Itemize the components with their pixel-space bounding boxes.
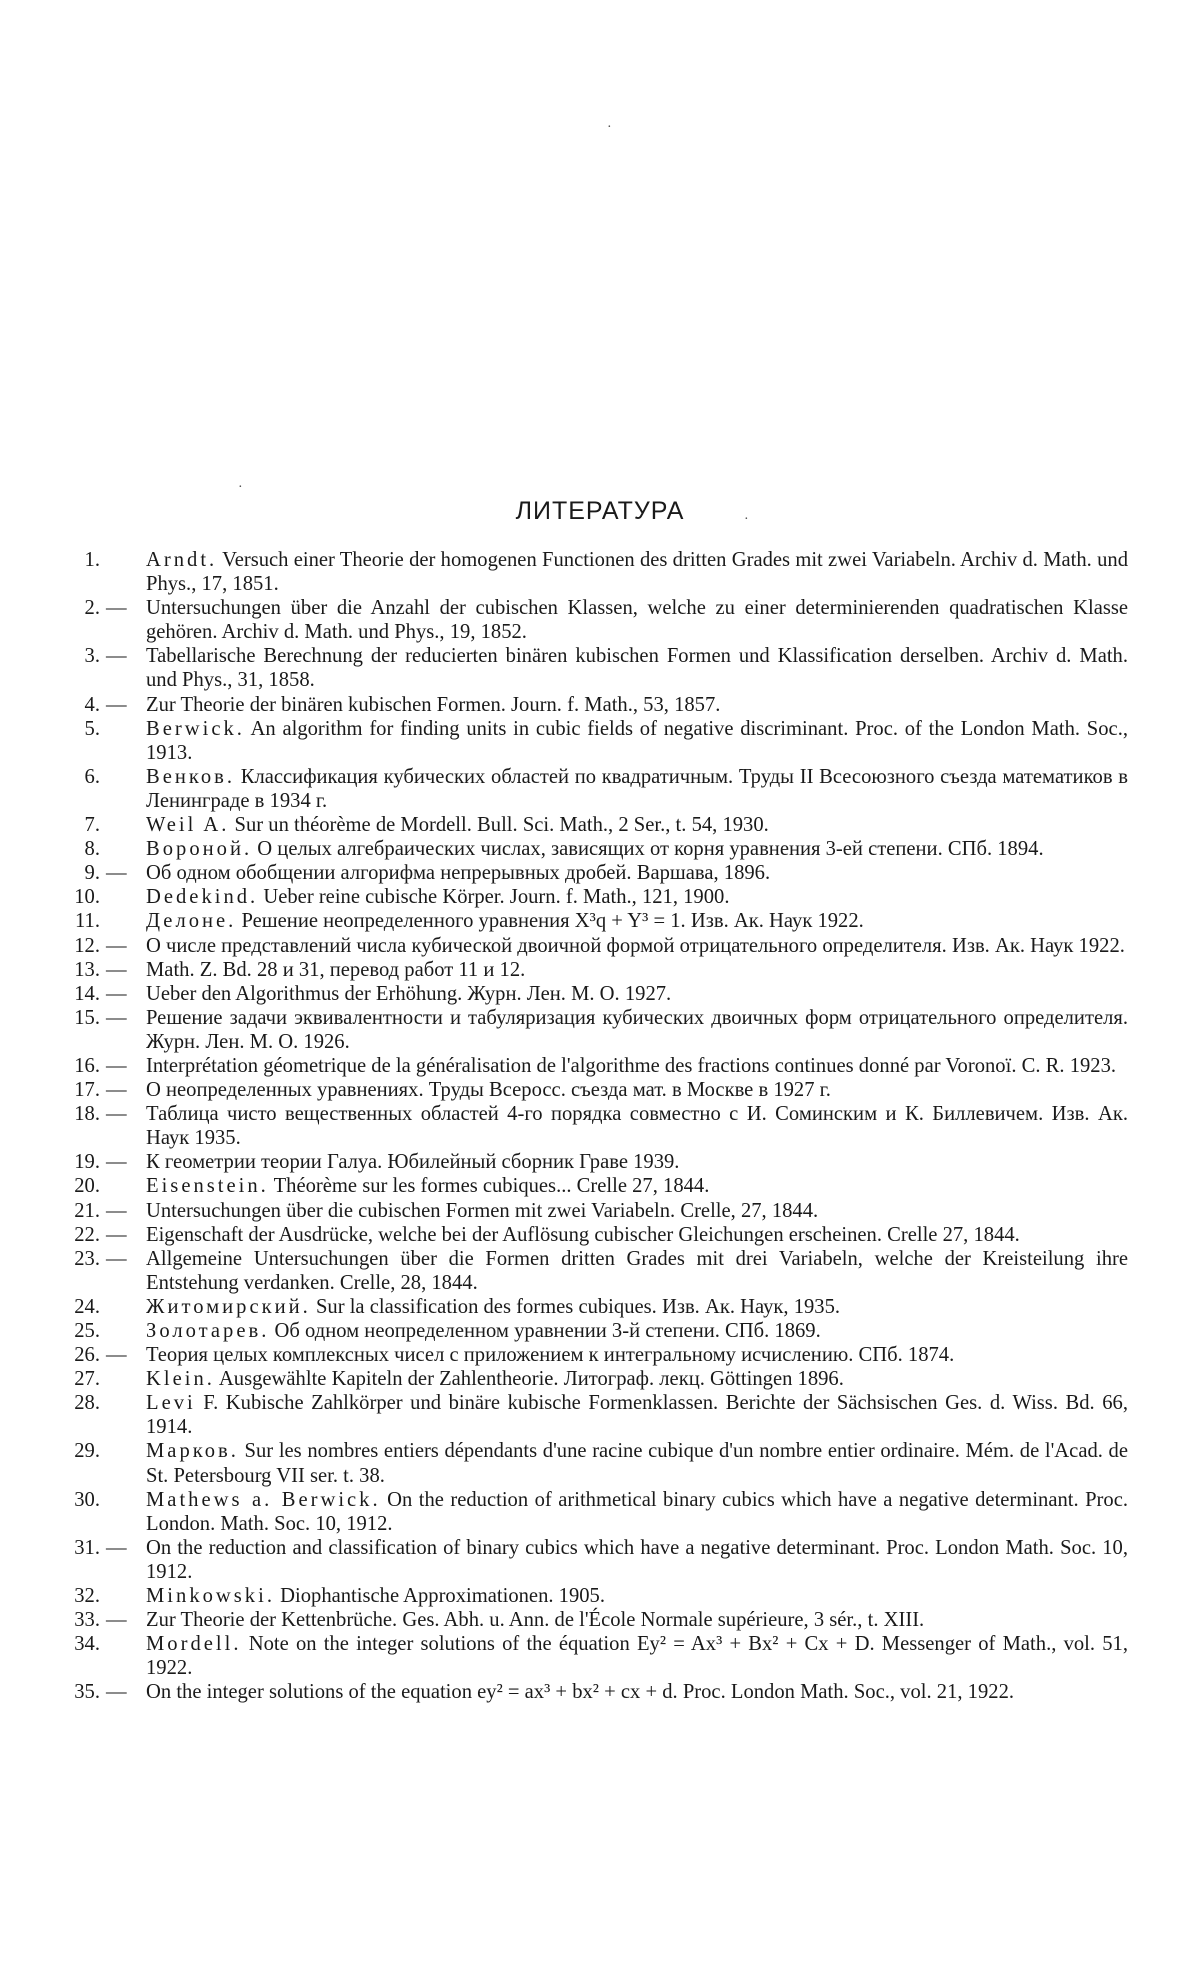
reference-text: Ueber den Algorithmus der Erhöhung. Журн. Лен. М. О. 1927. [146, 983, 671, 1005]
ditto-dash: — [106, 958, 127, 982]
reference-number: 24. [70, 1295, 100, 1319]
reference-number: 22. [70, 1223, 100, 1247]
ditto-dash: — [106, 644, 127, 668]
reference-number: 30. [70, 1488, 100, 1512]
reference-text: О числе представлений числа кубической двоичной формой отрицательного определителя. Изв. Ак. Наук 1922. [146, 935, 1125, 957]
reference-number: 20. [70, 1174, 100, 1198]
reference-item [70, 934, 1128, 958]
reference-text: Sur les nombres entiers dépendants d'une racine cubique d'un nombre entier ordinaire. Mém. de l'Acad. de St. Petersbourg VII ser. t. 38. [146, 1440, 1128, 1486]
reference-text: Классификация кубических областей по квадратичным. Труды II Всесоюзного съезда математиков в Ленинграде в 1934 г. [146, 766, 1128, 812]
reference-item [70, 765, 1128, 813]
ditto-dash: — [106, 934, 127, 958]
reference-number: 26. [70, 1343, 100, 1367]
reference-author: Weil A. [146, 814, 229, 836]
reference-number: 12. [70, 934, 100, 958]
reference-number: 31. [70, 1536, 100, 1560]
reference-text: К геометрии теории Галуа. Юбилейный сборник Граве 1939. [146, 1151, 679, 1173]
reference-number: 27. [70, 1367, 100, 1391]
reference-text: Sur la classification des formes cubiques. Изв. Ак. Наук, 1935. [311, 1296, 840, 1318]
reference-text: Math. Z. Bd. 28 и 31, перевод работ 11 и 12. [146, 959, 525, 981]
reference-number: 15. [70, 1006, 100, 1030]
reference-author: Золотарев. [146, 1320, 269, 1342]
reference-number: 6. [70, 765, 100, 789]
reference-author: Делоне. [146, 910, 236, 932]
reference-item [70, 1488, 1128, 1536]
reference-number: 33. [70, 1608, 100, 1632]
reference-text: Eigenschaft der Ausdrücke, welche bei der Auflösung cubischer Gleichungen erscheinen. Crelle 27, 1844. [146, 1224, 1020, 1246]
reference-text: О целых алгебраических числах, зависящих от корня уравнения 3-ей степени. СПб. 1894. [252, 838, 1043, 860]
reference-text: Tabellarische Berechnung der reducierten binären kubischen Formen und Klassification derselben. Archiv d. Math. und Phys., 31, 1858. [146, 645, 1128, 691]
scan-speck: · [607, 120, 612, 136]
reference-text: On the integer solutions of the equation ey² = ax³ + bx² + cx + d. Proc. London Math. Soc., vol. 21, 1922. [146, 1681, 1014, 1703]
reference-item [70, 1343, 1128, 1367]
reference-number: 3. [70, 644, 100, 668]
reference-item [70, 717, 1128, 765]
ditto-dash: — [106, 596, 127, 620]
reference-text: Об одном неопределенном уравнении 3-й степени. СПб. 1869. [269, 1320, 820, 1342]
reference-number: 32. [70, 1584, 100, 1608]
reference-number: 19. [70, 1150, 100, 1174]
reference-list [70, 548, 1128, 1705]
reference-text: An algorithm for finding units in cubic fields of negative discriminant. Proc. of the London Math. Soc., 1913. [146, 718, 1128, 764]
ditto-dash: — [106, 693, 127, 717]
reference-text: Note on the integer solutions of the équation Ey² = Ax³ + Bx² + Cx + D. Messenger of Math., vol. 51, 1922. [146, 1633, 1128, 1679]
reference-item [70, 982, 1128, 1006]
ditto-dash: — [106, 1680, 127, 1704]
reference-number: 16. [70, 1054, 100, 1078]
reference-number: 7. [70, 813, 100, 837]
reference-number: 25. [70, 1319, 100, 1343]
reference-text: Untersuchungen über die Anzahl der cubischen Klassen, welche zu einer determinierenden quadratischen Klasse gehören. Archiv d. Math. und Phys., 19, 1852. [146, 597, 1128, 643]
reference-item [70, 1078, 1128, 1102]
ditto-dash: — [106, 861, 127, 885]
reference-item [70, 1054, 1128, 1078]
reference-item [70, 1319, 1128, 1343]
reference-text: Ausgewählte Kapiteln der Zahlentheorie. Литограф. лекц. Göttingen 1896. [215, 1368, 844, 1390]
reference-text: Решение неопределенного уравнения X³q + Y³ = 1. Изв. Ак. Наук 1922. [236, 910, 863, 932]
reference-number: 34. [70, 1632, 100, 1656]
reference-number: 9. [70, 861, 100, 885]
reference-number: 28. [70, 1391, 100, 1415]
reference-item [70, 1223, 1128, 1247]
reference-item [70, 909, 1128, 933]
reference-author: Марков. [146, 1440, 239, 1462]
ditto-dash: — [106, 1608, 127, 1632]
ditto-dash: — [106, 1223, 127, 1247]
reference-number: 21. [70, 1199, 100, 1223]
reference-item [70, 1006, 1128, 1054]
reference-item [70, 837, 1128, 861]
reference-number: 18. [70, 1102, 100, 1126]
reference-item [70, 885, 1128, 909]
reference-item [70, 1150, 1128, 1174]
reference-text: F. Kubische Zahlkörper und binäre kubische Formenklassen. Berichte der Sächsischen Ges. d. Wiss. Bd. 66, 1914. [146, 1392, 1128, 1438]
reference-item [70, 1174, 1128, 1198]
reference-item [70, 548, 1128, 596]
reference-item [70, 1367, 1128, 1391]
reference-item [70, 693, 1128, 717]
reference-item [70, 1536, 1128, 1584]
ditto-dash: — [106, 1536, 127, 1560]
ditto-dash: — [106, 1006, 127, 1030]
reference-item [70, 1632, 1128, 1680]
reference-number: 29. [70, 1439, 100, 1463]
reference-author: Eisenstein. [146, 1175, 269, 1197]
reference-number: 5. [70, 717, 100, 741]
reference-text: Allgemeine Untersuchungen über die Formen dritten Grades mit drei Variabeln, welche der Kreisteilung ihre Entstehung verdanken. Crelle, 28, 1844. [146, 1248, 1128, 1294]
reference-author: Klein. [146, 1368, 215, 1390]
ditto-dash: — [106, 1247, 127, 1271]
reference-author: Berwick. [146, 718, 245, 740]
ditto-dash: — [106, 1078, 127, 1102]
reference-item [70, 1584, 1128, 1608]
reference-number: 23. [70, 1247, 100, 1271]
reference-number: 8. [70, 837, 100, 861]
reference-item [70, 644, 1128, 692]
ditto-dash: — [106, 1054, 127, 1078]
reference-number: 13. [70, 958, 100, 982]
reference-number: 14. [70, 982, 100, 1006]
reference-item [70, 596, 1128, 644]
reference-number: 1. [70, 548, 100, 572]
reference-item [70, 1102, 1128, 1150]
ditto-dash: — [106, 1150, 127, 1174]
scan-speck: · [238, 480, 243, 496]
reference-item [70, 813, 1128, 837]
reference-number: 4. [70, 693, 100, 717]
reference-number: 2. [70, 596, 100, 620]
reference-text: Interprétation géometrique de la généralisation de l'algorithme des fractions continues donné par Voronoï. C. R. 1923. [146, 1055, 1116, 1077]
reference-number: 11. [70, 909, 100, 933]
reference-text: Теория целых комплексных чисел с приложением к интегральному исчислению. СПб. 1874. [146, 1344, 954, 1366]
reference-item [70, 1247, 1128, 1295]
reference-text: Zur Theorie der Kettenbrüche. Ges. Abh. u. Ann. de l'École Normale supérieure, 3 sér., t. XIII. [146, 1609, 924, 1631]
reference-author: Вороной. [146, 838, 252, 860]
reference-number: 17. [70, 1078, 100, 1102]
reference-item [70, 1680, 1128, 1704]
reference-author: Житомирский. [146, 1296, 311, 1318]
reference-text: On the reduction of arithmetical binary cubics which have a negative determinant. Proc. London. Math. Soc. 10, 1912. [146, 1489, 1128, 1535]
page [0, 0, 1200, 1985]
reference-text: On the reduction and classification of binary cubics which have a negative determinant. Proc. London Math. Soc. 10, 1912. [146, 1537, 1128, 1583]
scan-speck: · [744, 512, 749, 528]
ditto-dash: — [106, 1102, 127, 1126]
ditto-dash: — [106, 1199, 127, 1223]
reference-author: Mathews a. Berwick. [146, 1489, 381, 1511]
reference-text: О неопределенных уравнениях. Труды Всеросс. съезда мат. в Москве в 1927 г. [146, 1079, 831, 1101]
reference-text: Об одном обобщении алгорифма непрерывных дробей. Варшава, 1896. [146, 862, 770, 884]
reference-author: Венков. [146, 766, 235, 788]
reference-item [70, 1391, 1128, 1439]
page-title: ЛИТЕРАТУРА [0, 497, 1200, 526]
reference-number: 35. [70, 1680, 100, 1704]
reference-text: Решение задачи эквивалентности и табуляризация кубических двоичных форм отрицательного определителя. Журн. Лен. М. О. 1926. [146, 1007, 1128, 1053]
reference-text: Ueber reine cubische Körper. Journ. f. Math., 121, 1900. [258, 886, 729, 908]
reference-text: Versuch einer Theorie der homogenen Functionen des dritten Grades mit zwei Variabeln. Archiv d. Math. und Phys., 17, 1851. [146, 549, 1128, 595]
reference-item [70, 1608, 1128, 1632]
reference-author: Mordell. [146, 1633, 242, 1655]
reference-author: Minkowski. [146, 1585, 275, 1607]
reference-item [70, 1439, 1128, 1487]
ditto-dash: — [106, 1343, 127, 1367]
reference-text: Théorème sur les formes cubiques... Crelle 27, 1844. [269, 1175, 710, 1197]
reference-text: Untersuchungen über die cubischen Formen mit zwei Variabeln. Crelle, 27, 1844. [146, 1200, 818, 1222]
ditto-dash: — [106, 982, 127, 1006]
reference-item [70, 1295, 1128, 1319]
reference-author: Dedekind. [146, 886, 258, 908]
reference-number: 10. [70, 885, 100, 909]
reference-text: Zur Theorie der binären kubischen Formen. Journ. f. Math., 53, 1857. [146, 694, 720, 716]
reference-item [70, 861, 1128, 885]
reference-item [70, 958, 1128, 982]
reference-text: Diophantische Approximationen. 1905. [275, 1585, 605, 1607]
reference-text: Таблица чисто вещественных областей 4-го порядка совместно с И. Соминским и К. Биллевичем. Изв. Ак. Наук 1935. [146, 1103, 1128, 1149]
reference-author: Levi [146, 1392, 196, 1414]
reference-author: Arndt. [146, 549, 217, 571]
reference-item [70, 1199, 1128, 1223]
reference-text: Sur un théorème de Mordell. Bull. Sci. Math., 2 Ser., t. 54, 1930. [229, 814, 768, 836]
